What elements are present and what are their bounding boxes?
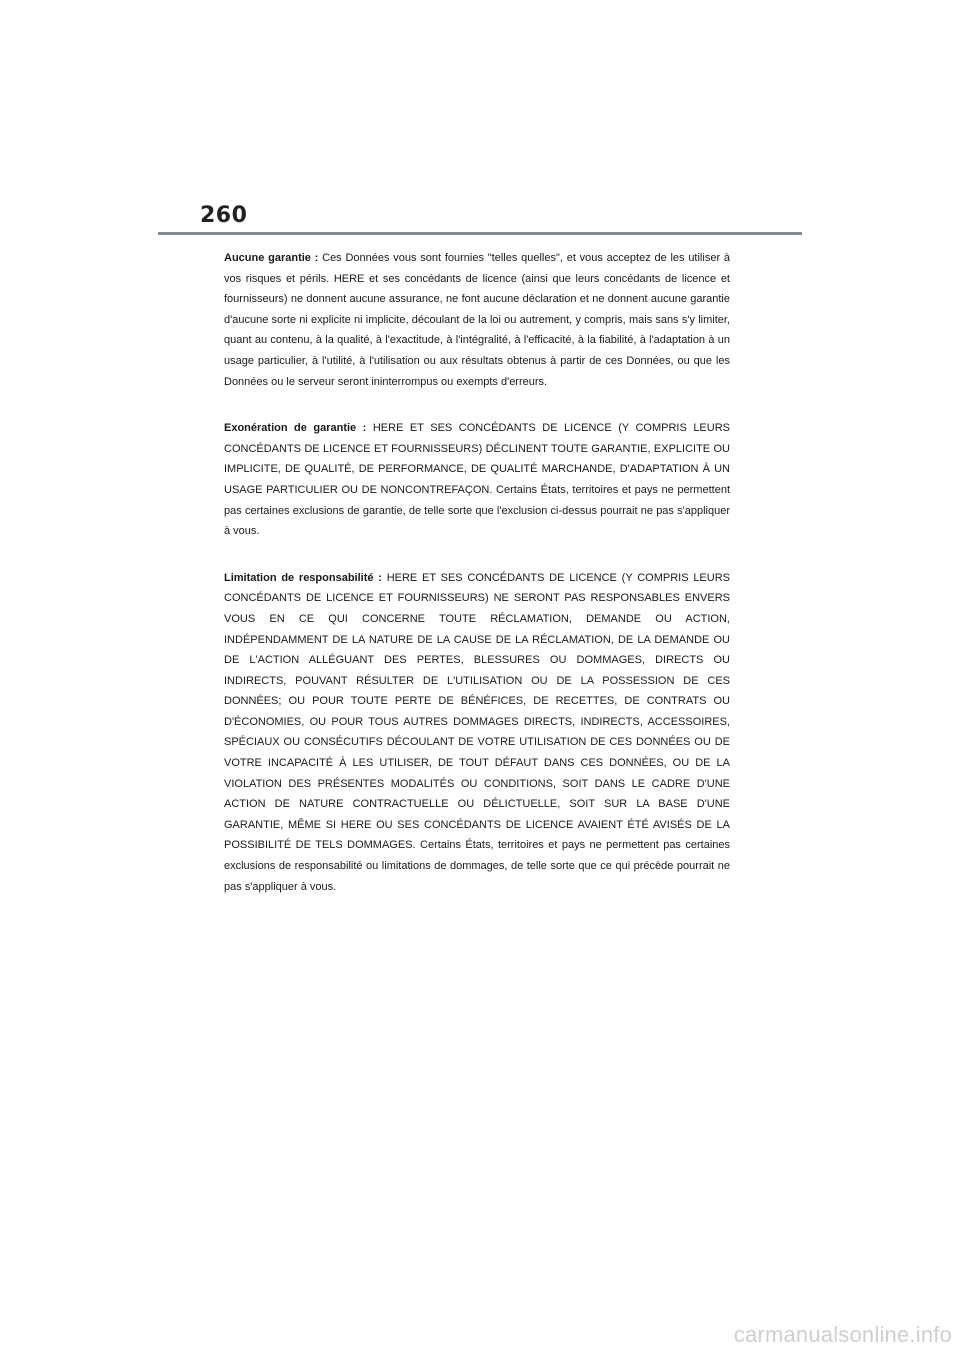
document-body [224, 248, 730, 923]
paragraph-text: Ces Données vous sont fournies "telles quelles", et vous acceptez de les utiliser à vos risques et périls. HERE et ses concédants de licence (ainsi que leurs concédants de licence et fournisseurs) ne donnent aucune assurance, ne font aucune déclaration et ne donnent aucune garantie d'aucune sorte ni explicite ni implicite, découlant de la loi ou autrement, y compris, mais sans s'y limiter, quant au contenu, à la qualité, à l'exactitude, à l'intégralité, à l'efficacité, à la fiabilité, à l'adaptation à un usage particulier, à l'utilité, à l'utilisation ou aux résultats obtenus à partir de ces Données, ou que les Données ou le serveur seront ininterrompus ou exempts d'erreurs. [224, 252, 730, 388]
watermark: carmanualsonline.info [733, 1322, 952, 1347]
paragraph-heading: Limitation de responsabilité : [224, 571, 382, 584]
paragraph-no-warranty [224, 248, 730, 392]
page-number: 260 [200, 203, 248, 228]
header-rule [158, 232, 802, 235]
paragraph-disclaimer-of-warranty [224, 418, 730, 542]
paragraph-text: HERE ET SES CONCÉDANTS DE LICENCE (Y COMPRIS LEURS CONCÉDANTS DE LICENCE ET FOURNISSEURS) DÉCLINENT TOUTE GARANTIE, EXPLICITE OU IMPLICITE, DE QUALITÉ, DE PERFORMANCE, DE QUALITÉ MARCHANDE, D'ADAPTATION À UN USAGE PARTICULIER OU DE NONCONTREFAÇON. Certains États, territoires et pays ne permettent pas certaines exclusions de garantie, de telle sorte que l'exclusion ci-dessus pourrait ne pas s'appliquer à vous. [224, 422, 730, 538]
paragraph-heading: Aucune garantie : [224, 252, 319, 264]
paragraph-heading: Exonération de garantie : [224, 422, 367, 435]
paragraph-limitation-of-liability [224, 568, 730, 898]
paragraph-text: HERE ET SES CONCÉDANTS DE LICENCE (Y COMPRIS LEURS CONCÉDANTS DE LICENCE ET FOURNISSEURS) NE SERONT PAS RESPONSABLES ENVERS VOUS EN CE QUI CONCERNE TOUTE RÉCLAMATION, DEMANDE OU ACTION, INDÉPENDAMMENT DE LA NATURE DE LA CAUSE DE LA RÉCLAMATION, DE LA DEMANDE OU DE L'ACTION ALLÉGUANT DES PERTES, BLESSURES OU DOMMAGES, DIRECTS OU INDIRECTS, POUVANT RÉSULTER DE L'UTILISATION OU DE LA POSSESSION DE CES DONNÉES; OU POUR TOUTE PERTE DE BÉNÉFICES, DE RECETTES, DE CONTRATS OU D'ÉCONOMIES, OU POUR TOUS AUTRES DOMMAGES DIRECTS, INDIRECTS, ACCESSOIRES, SPÉCIAUX OU CONSÉCUTIFS DÉCOULANT DE VOTRE UTILISATION DE CES DONNÉES OU DE VOTRE INCAPACITÉ À LES UTILISER, DE TOUT DÉFAUT DANS CES DONNÉES, OU DE LA VIOLATION DES PRÉSENTES MODALITÉS OU CONDITIONS, SOIT DANS LE CADRE D'UNE ACTION DE NATURE CONTRACTUELLE OU DÉLICTUELLE, SOIT SUR LA BASE D'UNE GARANTIE, MÊME SI HERE OU SES CONCÉDANTS DE LICENCE AVAIENT ÉTÉ AVISÉS DE LA POSSIBILITÉ DE TELS DOMMAGES. Certains États, territoires et pays ne permettent pas certaines exclusions de responsabilité ou limitations de dommages, de telle sorte que ce qui précède pourrait ne pas s'appliquer à vous. [224, 571, 730, 893]
